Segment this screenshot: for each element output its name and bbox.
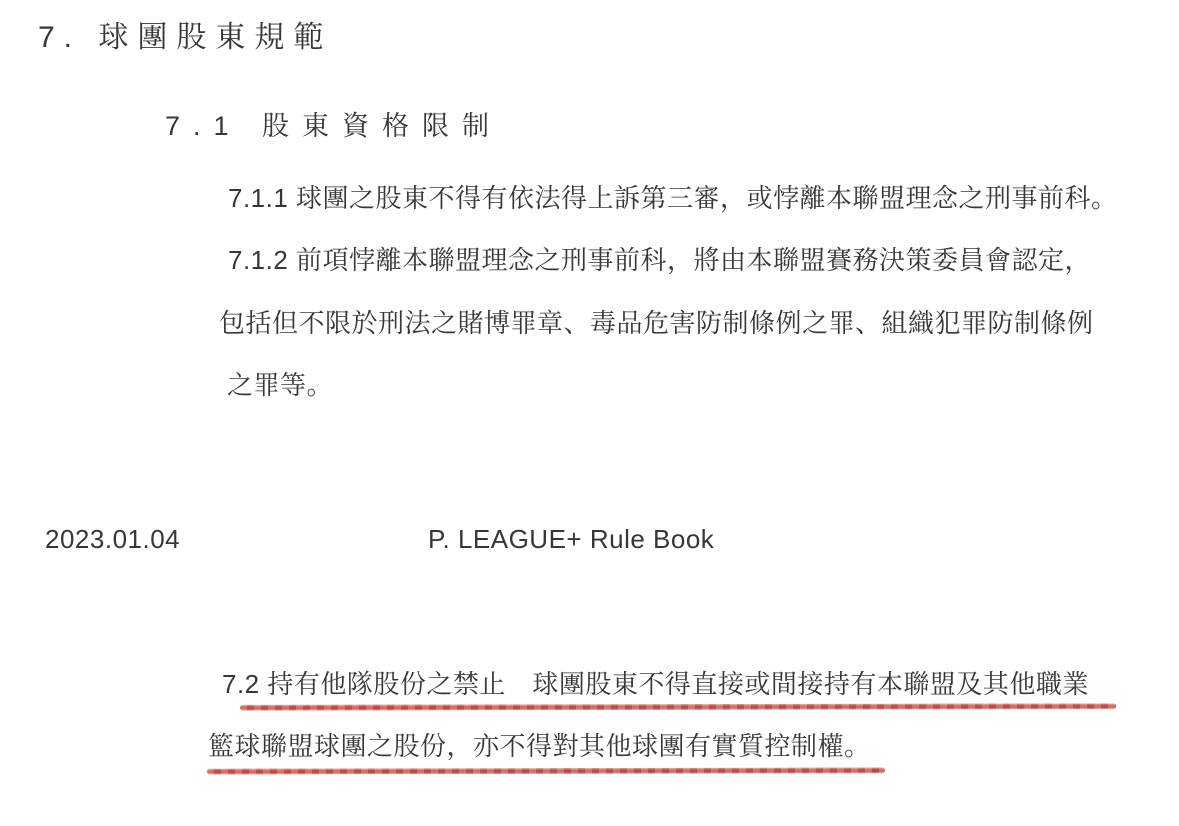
section-heading: 7. 球團股東規範 [38,21,333,54]
red-underline-annotation-2 [207,767,885,774]
page-divider [0,577,1179,604]
footer-date: 2023.01.04 [45,524,181,554]
page-2 [0,604,1179,826]
clause-7-2-line-2: 籃球聯盟球團之股份，亦不得對其他球團有實質控制權。 [208,731,871,761]
clause-7-1-1: 7.1.1 球團之股東不得有依法得上訴第三審，或悖離本聯盟理念之刑事前科。 [228,183,1118,213]
subsection-heading: 7.1 股東資格限制 [165,111,503,141]
clause-7-1-2-line-3: 之罪等。 [227,370,334,400]
footer-book-title: P. LEAGUE+ Rule Book [428,524,715,554]
clause-7-1-2-line-1: 7.1.2 前項悖離本聯盟理念之刑事前科，將由本聯盟賽務決策委員會認定， [228,245,1092,275]
clause-7-1-2-line-2: 包括但不限於刑法之賭博罪章、毒品危害防制條例之罪、組織犯罪防制條例 [219,308,1094,338]
clause-7-2-line-1: 7.2 持有他隊股份之禁止 球團股東不得直接或間接持有本聯盟及其他職業 [222,669,1089,699]
